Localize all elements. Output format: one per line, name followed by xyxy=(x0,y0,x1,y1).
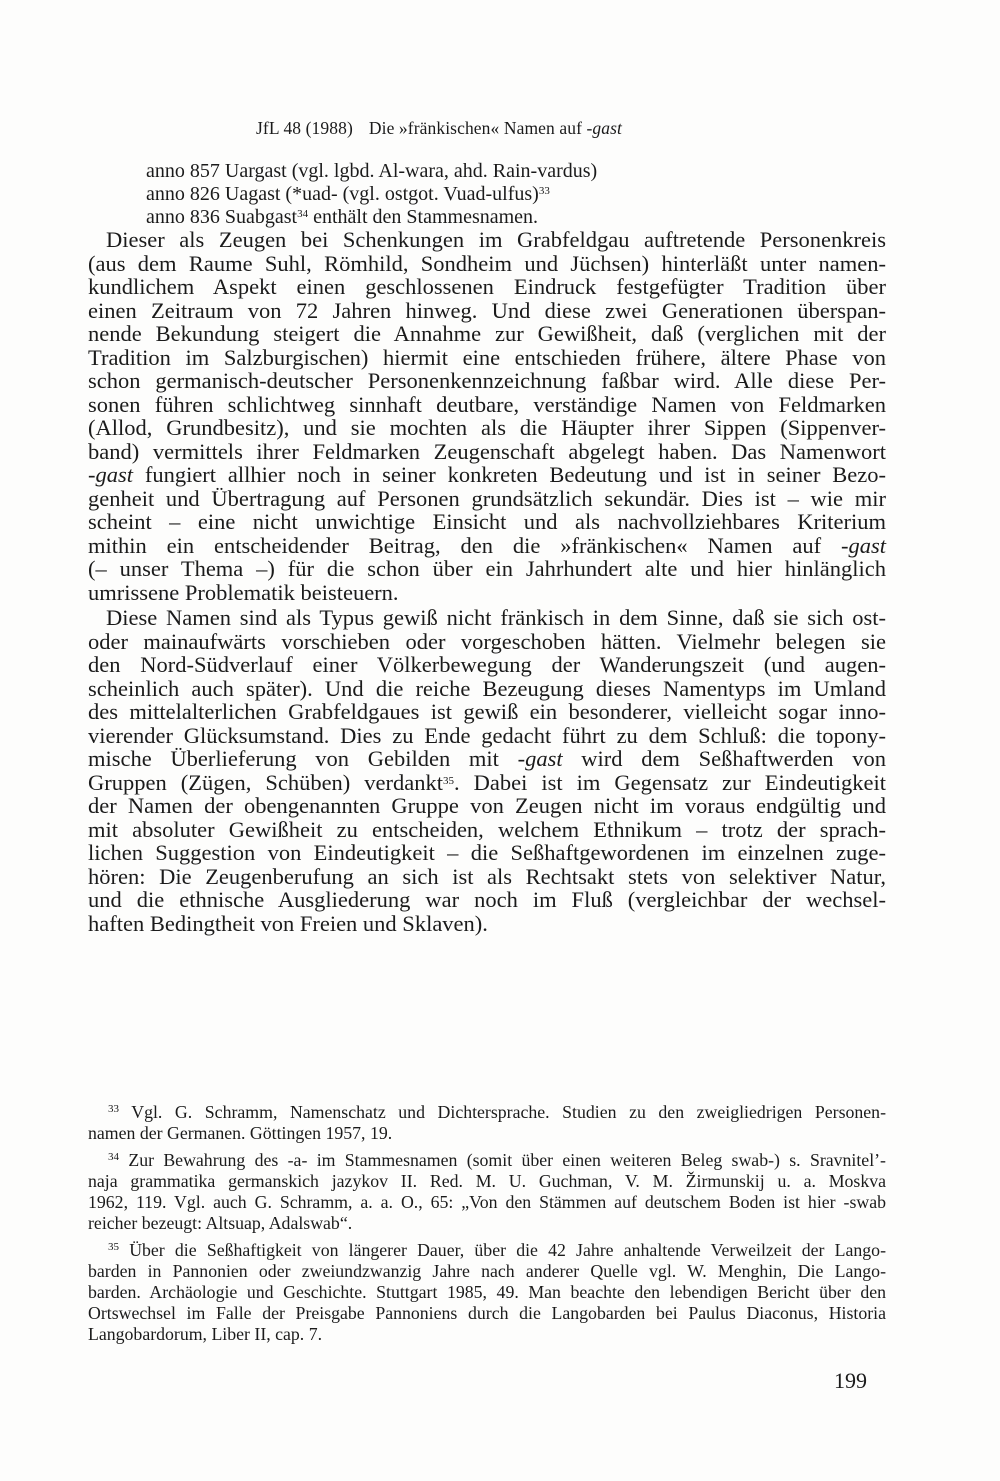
journal-reference: JfL 48 (1988) xyxy=(256,118,353,138)
text-line: mithin ein entscheidender Beitrag, den die »fränkischen« Namen auf -gast xyxy=(88,532,886,558)
text-line: genheit und Übertragung auf Personen grundsätzlich sekundär. Dies ist – wie mir xyxy=(88,485,886,511)
text-line: kundlichem Aspekt einen geschlossenen Eindruck festgefügter Tradition über xyxy=(88,274,886,299)
text-line: schon germanisch-deutscher Personenkennzeichnung faßbar wird. Alle diese Per- xyxy=(88,368,886,393)
text-line: hören: Die Zeugenberufung an sich ist als Rechtsakt stets von selektiver Natur, xyxy=(88,863,886,889)
footnote-line: barden in Pannonien oder zweiundzwanzig Jahre nach anderer Quelle vgl. W. Menghin, Die Lango- xyxy=(88,1261,886,1281)
footnote-number: 35 xyxy=(108,1241,119,1253)
text-line: sonen führen schlichtweg sinnhaft deutbare, verständige Namen von Feldmarken xyxy=(88,391,886,417)
footnote-line: $^{34}$ Zur Bewahrung des -a- im Stammesnamen (somit über einen weiteren Beleg swab-) s. Sravnitel’- xyxy=(108,1150,886,1170)
paragraph-2 xyxy=(88,606,886,935)
footnotes xyxy=(88,1102,886,1351)
text-line: oder mainaufwärts vorschieben oder vorgeschoben hätten. Vielmehr belegen sie xyxy=(88,628,886,654)
footnote-35 xyxy=(88,1240,886,1345)
entry-suabgast-text: anno 836 Suabgast$^{34}$ enthält den Stammesnamen. xyxy=(146,206,539,228)
text-line: des mittelalterlichen Grabfeldgaues ist gewiß ein besonderer, vielleicht sogar inno- xyxy=(88,699,886,724)
text-line: scheint – eine nicht unwichtige Einsicht und als nachvollziehbares Kriterium xyxy=(88,509,886,534)
footnote-line: barden. Archäologie und Geschichte. Stuttgart 1985, 49. Man beachte den lebendigen Bericht über den xyxy=(88,1282,886,1302)
text-line: mische Überlieferung von Gebilden mit -gast wird dem Seßhaftwerden von xyxy=(88,746,886,771)
paragraph-1 xyxy=(88,228,886,604)
text-line: den Nord-Südverlauf einer Völkerbewegung der Wanderungszeit (und augen- xyxy=(88,652,886,677)
text-line: (aus dem Raume Suhl, Römhild, Sondheim und Jüchsen) hinterläßt unter namen- xyxy=(88,250,886,276)
text-line: vierender Glücksumstand. Dies zu Ende gedacht führt zu dem Schluß: die topony- xyxy=(88,722,886,748)
text-line: (– unser Thema –) für die schon über ein Jahrhundert alte und hier hinlänglich xyxy=(88,556,886,581)
text-line: Diese Namen sind als Typus gewiß nicht fränkisch in dem Sinne, daß sie sich ost- xyxy=(106,605,886,630)
footnote-ref-34: 34 xyxy=(297,208,309,220)
footnote-line: Ortswechsel im Falle der Preisgabe Pannoniens durch die Langobarden bei Paulus Diaconus, Historia xyxy=(88,1303,886,1323)
text-line: haften Bedingtheit von Freien und Sklaven). xyxy=(88,910,488,936)
text-line: (Allod, Grundbesitz), und sie mochten als die Häupter ihrer Sippen (Sippenver- xyxy=(88,415,886,440)
text-line: der Namen der obengenannten Gruppe von Zeugen nicht im voraus endgültig und xyxy=(88,793,886,818)
footnote-line: $^{33}$ Vgl. G. Schramm, Namenschatz und Dichtersprache. Studien zu den zweigliedrigen Personen- xyxy=(108,1102,886,1122)
text-line: mit absoluter Gewißheit zu entscheiden, welchem Ethnikum – trotz der sprach- xyxy=(88,816,886,842)
body-text xyxy=(88,228,886,935)
name-entries xyxy=(146,160,597,229)
footnote-ref-35: 35 xyxy=(443,774,455,787)
text-line: umrissene Problematik beisteuern. xyxy=(88,579,399,605)
footnote-34 xyxy=(88,1150,886,1234)
footnote-line: reicher bezeugt: Altsuap, Adalswab“. xyxy=(88,1213,353,1233)
footnote-number: 33 xyxy=(108,1103,119,1115)
footnote-line: Langobardorum, Liber II, cap. 7. xyxy=(88,1324,323,1344)
article-title: Die »fränkischen« Namen auf xyxy=(368,118,587,138)
text-line: Tradition im Salzburgischen) hiermit eine entschieden frühere, ältere Phase von xyxy=(88,344,886,370)
text-line: einen Zeitraum von 72 Jahren hinweg. Und diese zwei Generationen überspan- xyxy=(88,297,886,323)
footnote-line: namen der Germanen. Göttingen 1957, 19. xyxy=(88,1123,393,1143)
text-line: und die ethnische Ausgliederung war noch im Fluß (vergleichbar der wechsel- xyxy=(88,887,886,912)
entry-uargast: anno 857 Uargast (vgl. lgbd. Al-wara, ahd. Rain-vardus) xyxy=(146,160,598,182)
text-line: lichen Suggestion von Eindeutigkeit – die Seßhaftgewordenen im einzelnen zuge- xyxy=(88,840,886,865)
text-line: Dieser als Zeugen bei Schenkungen im Grabfeldgau auftretende Personenkreis xyxy=(106,227,886,252)
entry-uagast: anno 826 Uagast (*uad- (vgl. ostgot. Vuad-ulfus)$^{33}$ xyxy=(146,183,550,205)
footnote-line: $^{35}$ Über die Seßhaftigkeit von längerer Dauer, über die 42 Jahre anhaltende Verweilzeit der Lango- xyxy=(108,1240,886,1260)
footnote-line: naja grammatika germanskich jazykov II. Red. M. U. Guchman, V. M. Žirmunskij u. a. Moskva xyxy=(88,1171,886,1191)
page-number: 199 xyxy=(834,1368,867,1393)
text-line: band) vermittels ihrer Feldmarken Zeugenschaft abgelegt haben. Das Namenwort xyxy=(88,438,886,464)
text-line: -gast fungiert allhier noch in seiner konkreten Bedeutung und ist in seiner Bezo- xyxy=(88,462,886,487)
text-line: nende Bekundung steigert die Annahme zur Gewißheit, daß (verglichen mit der xyxy=(88,321,886,346)
footnote-33 xyxy=(88,1102,886,1144)
footnote-number: 34 xyxy=(108,1151,119,1163)
entry-suabgast xyxy=(146,206,597,229)
text-line: Gruppen (Zügen, Schüben) verdankt$^{35}$. Dabei ist im Gegensatz zur Eindeutigkeit xyxy=(88,769,886,795)
footnote-line: 1962, 119. Vgl. auch G. Schramm, a. a. O., 65: „Von den Stämmen auf deutschem Boden ist hier -swab xyxy=(88,1192,886,1212)
article-title-suffix: -gast xyxy=(586,118,622,138)
footnote-ref-33: 33 xyxy=(538,185,550,197)
text-line: scheinlich auch später). Und die reiche Bezeugung dieses Namentyps im Umland xyxy=(88,675,886,701)
running-head xyxy=(256,118,622,139)
